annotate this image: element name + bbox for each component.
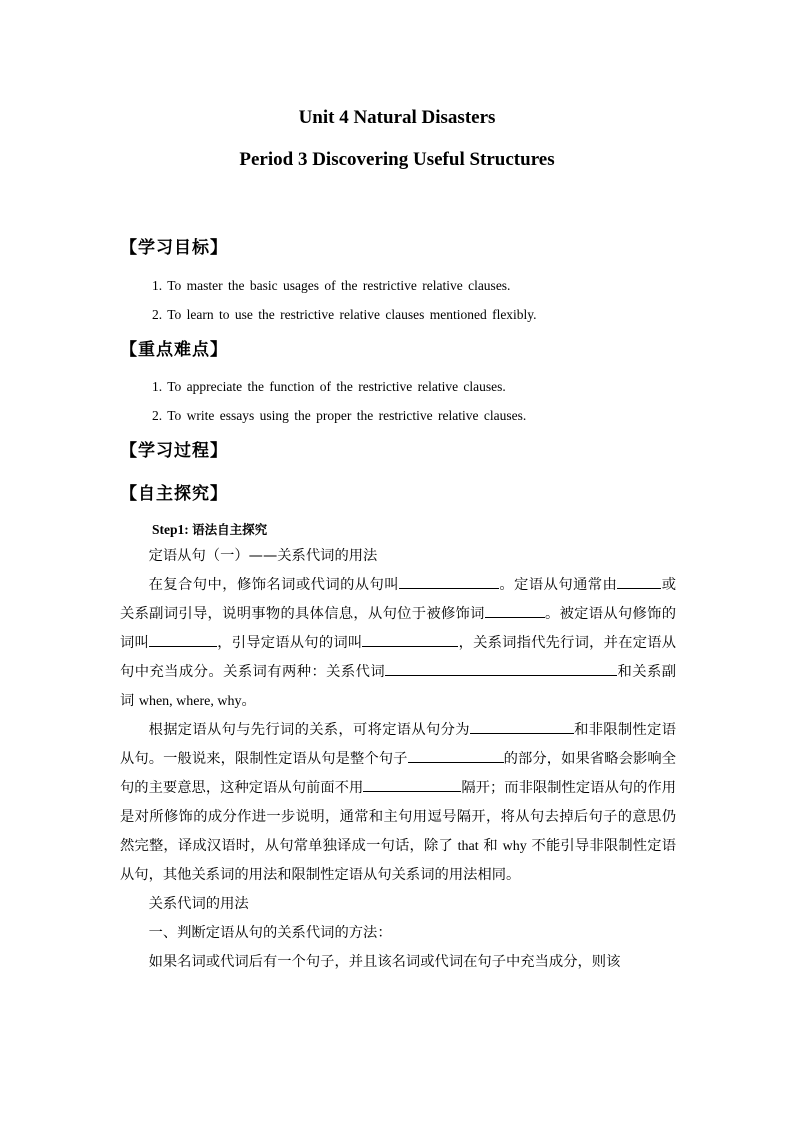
fill-blank-3[interactable] — [485, 603, 545, 618]
fill-blank-7[interactable] — [470, 719, 574, 734]
fill-blank-9[interactable] — [363, 777, 461, 792]
objectives-heading: 【学习目标】 — [120, 238, 228, 258]
step1-cn: 语法自主探究 — [192, 522, 268, 537]
process-heading: 【学习过程】 — [120, 441, 228, 461]
objective-item-1: 1. To master the basic usages of the restrictive relative clauses. — [152, 278, 511, 293]
fill-blank-5[interactable] — [362, 632, 458, 647]
paragraph-1: 在复合句中，修饰名词或代词的从句叫 。定语从句通常由 或关系副词引导，说明事物的具体信息，从句位于被修饰词 。被定语从句修饰的词叫 ，引导定语从句的词叫 ，关系词指代先行词，并在定语从句中充当成分。关系词有两种：关系代词 和关系副词 when, where, why。 — [120, 571, 676, 716]
paragraph-2: 根据定语从句与先行词的关系，可将定语从句分为 和非限制性定语从句。一般说来，限制性定语从句是整个句子 的部分，如果省略会影响全句的主要意思，这种定语从句前面不用 隔开；而非限制性定语从句的作用是对所修饰的成分作进一步说明，通常和主句用逗号隔开，将从句去掉后句子的意思仍然完整，译成汉语时，从句常单独译成一句话，除了 that 和 why 不能引导非限制性定语从句，其他关系词的用法和限制性定语从句关系词的用法相同。 — [120, 716, 676, 890]
fill-blank-4[interactable] — [149, 632, 217, 647]
key-point-item-2: 2. To write essays using the proper the restrictive relative clauses. — [152, 408, 527, 423]
paragraph-3: 关系代词的用法 — [148, 896, 249, 912]
period-title: Period 3 Discovering Useful Structures — [239, 149, 555, 170]
fill-blank-2[interactable] — [617, 574, 661, 589]
explore-heading: 【自主探究】 — [120, 484, 228, 504]
fill-blank-1[interactable] — [399, 574, 499, 589]
key-points-heading: 【重点难点】 — [120, 340, 228, 360]
paragraph-4: 一、判断定语从句的关系代词的方法： — [148, 925, 392, 941]
paragraph-5: 如果名词或代词后有一个句子，并且该名词或代词在句子中充当成分，则该 — [148, 954, 621, 970]
step1-label: Step1: — [152, 522, 189, 537]
key-point-item-1: 1. To appreciate the function of the restrictive relative clauses. — [152, 379, 506, 394]
objective-item-2: 2. To learn to use the restrictive relative clauses mentioned flexibly. — [152, 307, 537, 322]
fill-blank-8[interactable] — [408, 748, 504, 763]
topic-line: 定语从句（一）——关系代词的用法 — [148, 548, 378, 564]
unit-title: Unit 4 Natural Disasters — [298, 107, 496, 128]
step1-heading — [152, 520, 267, 538]
grammar-body — [120, 542, 676, 977]
fill-blank-6[interactable] — [385, 661, 617, 676]
